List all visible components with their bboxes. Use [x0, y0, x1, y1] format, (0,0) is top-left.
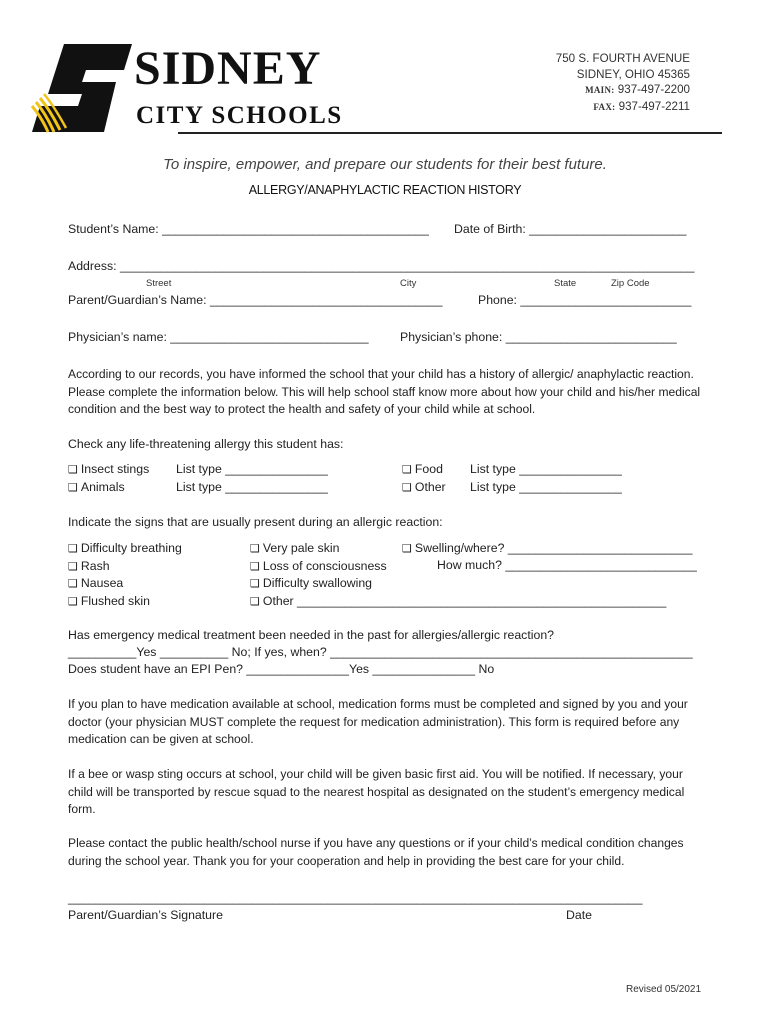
checkbox-icon[interactable]: ❑	[250, 542, 260, 555]
tagline: To inspire, empower, and prepare our students for their best future.	[163, 156, 607, 173]
checkbox-icon[interactable]: ❑	[402, 481, 412, 494]
allergy-label: Other	[414, 480, 446, 494]
checkbox-icon[interactable]: ❑	[68, 577, 78, 590]
emergency-answer[interactable]: __________Yes __________ No; If yes, when? _____________________________________________________	[68, 645, 693, 659]
intro-paragraph: According to our records, you have informed the school that your child has a history of allergic/ anaphylactic reaction. Please complete the information below. This will help school staff know more about how your child and his/her medical condition and the best way to protect the health and safety of your child while at school.	[68, 367, 701, 416]
school-address	[556, 51, 690, 115]
allergy-food[interactable]	[402, 461, 443, 479]
bee-sting-paragraph: If a bee or wasp sting occurs at school, your child will be given basic first aid. You will be notified. If necessary, your child will be transported by rescue squad to the nearest hospital as designated on the student’s emergency medical form.	[68, 767, 685, 816]
signs-column-1	[68, 540, 182, 610]
checkbox-icon[interactable]: ❑	[250, 594, 260, 608]
checkbox-icon[interactable]: ❑	[68, 594, 78, 608]
phone-field[interactable]: Phone: _________________________	[478, 293, 692, 307]
checkbox-icon[interactable]: ❑	[68, 542, 78, 555]
allergy-other[interactable]	[402, 479, 446, 497]
sign-label: Flushed skin	[80, 593, 150, 608]
checkbox-icon[interactable]: ❑	[250, 577, 260, 590]
sign-flushed-skin[interactable]	[68, 593, 182, 611]
fax-phone	[556, 99, 690, 116]
signature-line[interactable]: ____________________________________________________________________________________	[68, 891, 643, 905]
allergy-food-list[interactable]: List type _______________	[470, 462, 622, 476]
sign-nausea[interactable]	[68, 575, 182, 593]
main-phone-label: MAIN:	[585, 85, 615, 95]
address-field[interactable]: Address: ____________________________________________________________________________________	[68, 259, 695, 273]
form-title: ALLERGY/ANAPHYLACTIC REACTION HISTORY	[248, 183, 522, 197]
fax-label: FAX:	[593, 101, 616, 112]
address-state-caption: State	[554, 278, 577, 289]
allergy-animals-list[interactable]: List type _______________	[176, 480, 328, 494]
allergy-label: Insect stings	[80, 462, 150, 476]
sign-label: Difficulty swallowing	[262, 576, 372, 590]
sign-label: Other ______________________________________________________	[262, 593, 667, 608]
allergy-prompt: Check any life-threatening allergy this student has:	[68, 437, 344, 451]
logo-s-mark	[24, 40, 144, 140]
date-of-birth-field[interactable]: Date of Birth: _______________________	[454, 222, 687, 236]
physician-name-field[interactable]: Physician’s name: _____________________________	[68, 330, 369, 344]
sign-label: Nausea	[80, 576, 124, 590]
revision-footer: Revised 05/2021	[626, 984, 702, 995]
sign-rash[interactable]	[68, 558, 182, 576]
physician-phone-field[interactable]: Physician’s phone: _________________________	[400, 330, 677, 344]
checkbox-icon[interactable]: ❑	[68, 481, 78, 494]
sign-label: Rash	[80, 558, 110, 573]
address-city-caption: City	[400, 278, 417, 289]
emergency-question: Has emergency medical treatment been needed in the past for allergies/allergic reaction?	[68, 628, 554, 642]
checkbox-icon[interactable]: ❑	[68, 463, 78, 476]
header-rule	[178, 132, 722, 134]
sign-difficulty-breathing[interactable]	[68, 540, 182, 558]
checkbox-icon[interactable]: ❑	[402, 463, 412, 476]
sign-label: Difficulty breathing	[80, 541, 182, 555]
address-street-caption: Street	[146, 278, 172, 289]
sign-label: Swelling/where? ___________________________	[414, 541, 693, 555]
school-logo	[24, 40, 384, 140]
address-street: 750 S. FOURTH AVENUE	[555, 52, 690, 65]
address-city: SIDNEY, OHIO 45365	[576, 67, 690, 81]
sign-other[interactable]	[250, 593, 666, 611]
allergy-label: Animals	[80, 480, 125, 494]
contact-paragraph: Please contact the public health/school nurse if you have any questions or if your child’s medical condition changes during the school year. Thank you for your cooperation and help in providing the best care for your child.	[68, 836, 684, 868]
fax-value: 937-497-2211	[618, 99, 690, 113]
medication-paragraph: If you plan to have medication available at school, medication forms must be completed and signed by you and your doctor (your physician MUST complete the request for medication administration). This form is required before any medication can be given at school.	[68, 697, 688, 746]
signs-prompt: Indicate the signs that are usually present during an allergic reaction:	[68, 515, 443, 529]
allergy-insect-stings[interactable]	[68, 461, 149, 479]
checkbox-icon[interactable]: ❑	[68, 559, 78, 573]
allergy-insect-list[interactable]: List type _______________	[176, 462, 328, 476]
logo-wordmark-bottom: CITY SCHOOLS	[136, 102, 343, 129]
allergy-animals[interactable]	[68, 479, 125, 497]
allergy-label: Food	[414, 462, 443, 476]
epi-pen-question[interactable]: Does student have an EPI Pen? _______________Yes _______________ No	[68, 662, 495, 676]
allergy-other-list[interactable]: List type _______________	[470, 480, 622, 494]
main-phone-value: 937-497-2200	[617, 83, 690, 96]
guardian-name-field[interactable]: Parent/Guardian’s Name: __________________________________	[68, 293, 443, 307]
address-zip-caption: Zip Code	[611, 278, 650, 289]
sign-label: Loss of consciousness	[262, 558, 387, 573]
checkbox-icon[interactable]: ❑	[402, 542, 412, 555]
student-name-field[interactable]: Student’s Name: _______________________________________	[68, 222, 429, 236]
sign-difficulty-swallowing[interactable]	[250, 575, 666, 593]
sign-label: Very pale skin	[262, 541, 340, 555]
checkbox-icon[interactable]: ❑	[250, 559, 260, 573]
main-phone	[556, 82, 690, 99]
logo-wordmark-top: SIDNEY	[134, 42, 322, 95]
sign-swelling[interactable]	[402, 540, 693, 558]
signature-label: Parent/Guardian’s Signature	[68, 908, 223, 922]
sign-how-much[interactable]: How much? ____________________________	[437, 558, 697, 572]
date-label: Date	[566, 908, 592, 922]
